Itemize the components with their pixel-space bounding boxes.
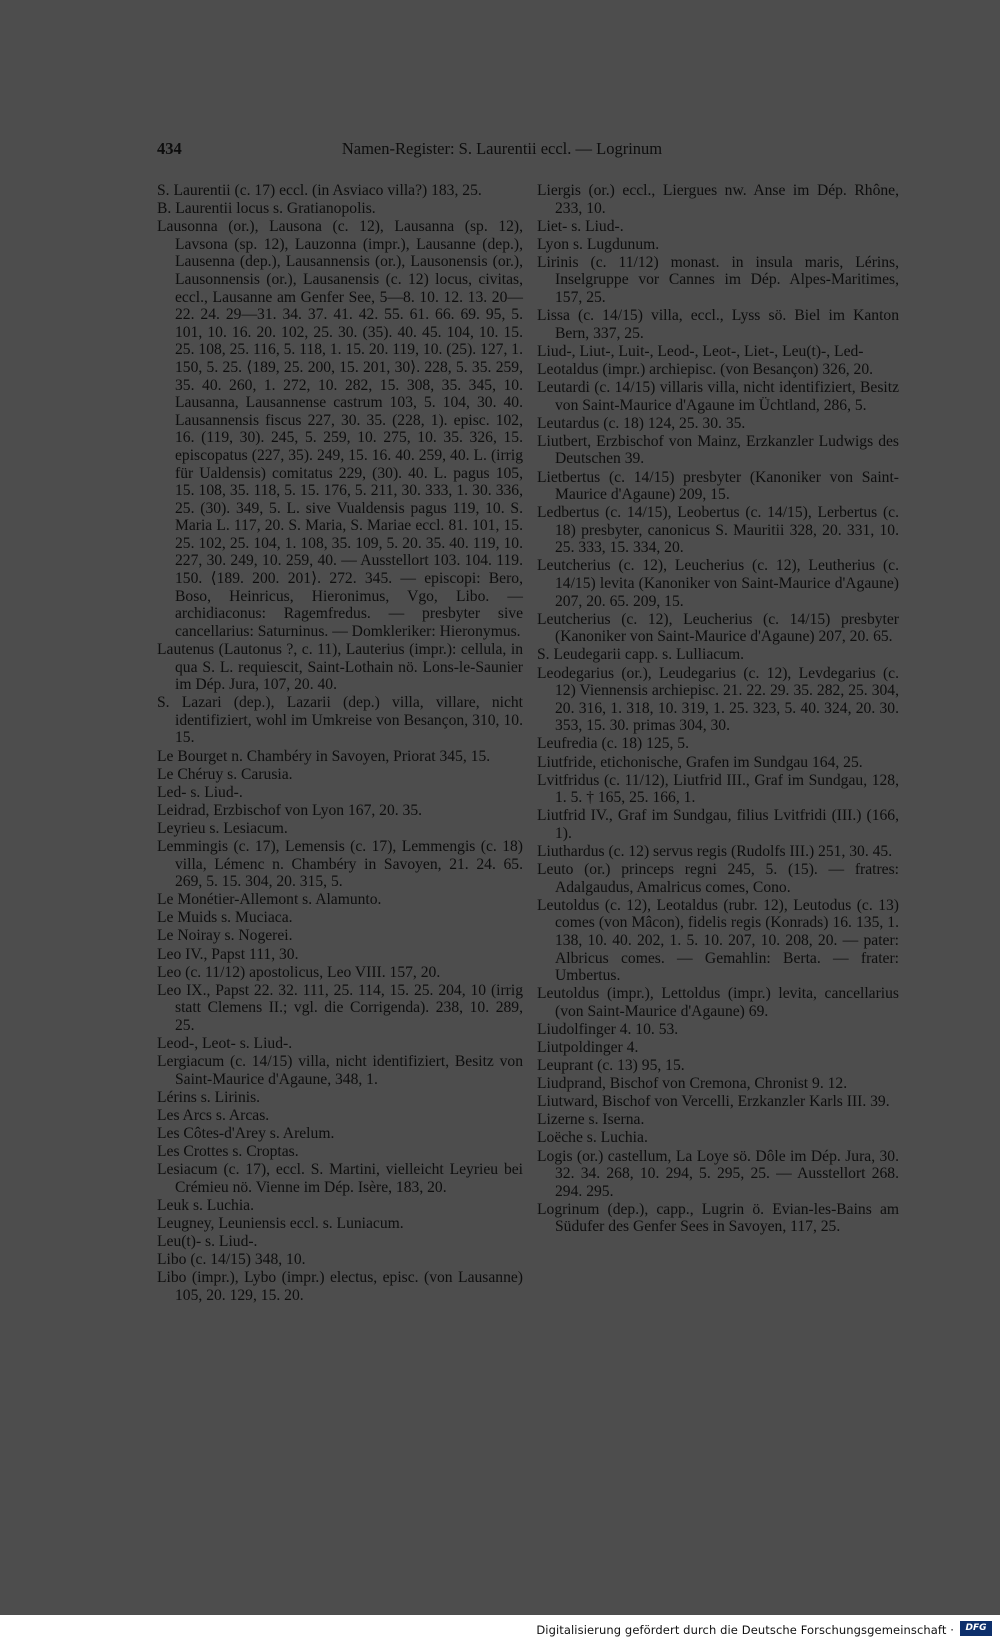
dfg-logo-icon: DFG [960,1621,992,1636]
register-entry: Leo IX., Papst 22. 32. 111, 25. 114, 15. 25. 204, 10 (irrig statt Clemens II.; vgl. die Corrigenda). 238, 10. 289, 25. [157,981,523,1034]
register-entry: Leutardus (c. 18) 124, 25. 30. 35. [537,414,746,432]
running-head [157,139,847,163]
register-entry: Leuprant (c. 13) 95, 15. [537,1057,685,1075]
register-entry: Leutcherius (c. 12), Leucherius (c. 12), Leutherius (c. 14/15) levita (Kanoniker von Saint-Maurice d'Agaune) 207, 20. 65. 209, 15. [537,557,899,610]
register-entry: Leotaldus (impr.) archiepisc. (von Besançon) 326, 20. [537,360,874,378]
register-entry: Leyrieu s. Lesiacum. [157,819,288,837]
register-entry: Leugney, Leuniensis eccl. s. Luniacum. [157,1214,404,1232]
register-entry: Lérins s. Lirinis. [157,1088,261,1106]
register-entry: Leodegarius (or.), Leudegarius (c. 12), Levdegarius (c. 12) Viennensis archiepisc. 21. 22. 29. 35. 282, 25. 304, 20. 316, 1. 318, 10. 319, 1. 25. 323, 5. 40. 324, 20. 30. 353, 15. 30. primas 304, 30. [537,664,899,735]
register-entry: B. Laurentii locus s. Gratianopolis. [157,200,376,218]
register-entry: Les Crottes s. Croptas. [157,1143,299,1161]
register-entry: Liutbert, Erzbischof von Mainz, Erzkanzler Ludwigs des Deutschen 39. [537,432,899,468]
register-entry: Le Monétier-Allemont s. Alamunto. [157,891,382,909]
register-entry: Libo (impr.), Lybo (impr.) electus, episc. (von Lausanne) 105, 20. 129, 15. 20. [157,1269,523,1304]
register-entry: Lyon s. Lugdunum. [537,235,660,253]
register-entry: Leu(t)- s. Liud-. [157,1233,258,1251]
register-entry: Ledbertus (c. 14/15), Leobertus (c. 14/15), Lerbertus (c. 18) presbyter, canonicus S. Mauritii 328, 20. 331, 10. 25. 333, 15. 334, 20. [537,504,899,557]
page-number: 434 [157,139,182,158]
register-entry: Loëche s. Luchia. [537,1129,648,1147]
register-entry: Liergis (or.) eccl., Liergues nw. Anse im Dép. Rhône, 233, 10. [537,182,899,217]
register-entry: Leutoldus (impr.), Lettoldus (impr.) levita, cancellarius (von Saint-Maurice d'Agaune) 69. [537,985,899,1020]
register-entry: Liutward, Bischof von Vercelli, Erzkanzler Karls III. 39. [537,1093,890,1111]
left-column [157,182,523,1305]
register-entry: Leo IV., Papst 111, 30. [157,945,299,963]
register-entry: Lergiacum (c. 14/15) villa, nicht identifiziert, Besitz von Saint-Maurice d'Agaune, 348, 1. [157,1053,523,1088]
register-entry: Logrinum (dep.), capp., Lugrin ö. Evian-les-Bains am Südufer des Genfer Sees in Savoyen, 117, 25. [537,1200,899,1236]
register-entry: Lautenus (Lautonus ?, c. 11), Lauterius (impr.): cellula, in qua S. L. requiescit, Saint-Lothain nö. Lons-le-Saunier im Dép. Jura, 107, 20. 40. [157,640,523,694]
register-entry: Leufredia (c. 18) 125, 5. [537,735,689,753]
register-entry: S. Laurentii (c. 17) eccl. (in Asviaco villa?) 183, 25. [157,182,482,199]
register-entry: Liud-, Liut-, Luit-, Leod-, Leot-, Liet-, Leu(t)-, Led- [537,342,864,360]
register-entry: Leutoldus (c. 12), Leotaldus (rubr. 12), Leutodus (c. 13) comes (von Mâcon), fidelis regis (Konrads) 16. 135, 1. 138, 10. 40. 202, 1. 5. 10. 207, 10. 208, 20. — pater: Albricus comes. — Gemahlin: Berta. — frater: Umbertus. [537,896,899,985]
register-entry: Lirinis (c. 11/12) monast. in insula maris, Lérins, Inselgruppe vor Cannes im Dép. Alpes-Maritimes, 157, 25. [537,253,899,307]
register-entry: S. Leudegarii capp. s. Lulliacum. [537,646,744,664]
footer-bar [0,1615,1000,1643]
register-entry: Lausonna (or.), Lausona (c. 12), Lausanna (sp. 12), Lavsona (sp. 12), Lauzonna (impr.), Lausanne (dep.), Lausenna (dep.), Lausannensis (or.), Lausonensis (or.), Lausonnensis (or.), Lausanensis (c. 12) locus, civitas, eccl., Lausanne am Genfer See, 5—8. 10. 12. 13. 20—22. 24. 29—31. 34. 37. 41. 42. 55. 61. 66. 69. 95, 5. 101, 10. 16. 20. 102, 25. 30. (35). 40. 45. 104, 10. 15. 25. 108, 25. 116, 5. 118, 1. 15. 20. 119, 10. (25). 127, 1. 150, 5. 25. ⟨189, 25. 200, 15. 201, 30⟩. 228, 5. 35. 259, 35. 40. 260, 1. 272, 10. 282, 15. 308, 35. 345, 10. Lausanna, Lausannense castrum 103, 5. 104, 30. 40. Lausannensis fiscus 227, 30. 35. (228, 1). episc. 102, 16. (119, 30). 245, 5. 259, 10. 275, 10. 35. 326, 15. episcopatus (227, 35). 249, 15. 16. 40. 259, 40. L. (irrig für Ualdensis) comitatus 229, (30). 40. L. pagus 105, 15. 108, 35. 118, 5. 15. 176, 5. 211, 30. 333, 1. 30. 336, 25. (30). 349, 5. L. sive Vualdensis pagus 119, 10. S. Maria L. 117, 20. S. Maria, S. Mariae eccl. 81. 101, 15. 25. 102, 25. 104, 1. 108, 35. 109, 5. 20. 35. 40. 119, 10. 227, 30. 249, 10. 259, 40. — Ausstellort 103. 104. 119. 150. ⟨189. 200. 201⟩. 272. 345. — episcopi: Bero, Boso, Heinricus, Hieronimus, Vgo, Libo. — archidiaconus: Ragemfredus. — presbyter sive cancellarius: Saturninus. — Domkleriker: Hieronymus. [157,218,523,640]
register-entry: Liuthardus (c. 12) servus regis (Rudolfs III.) 251, 30. 45. [537,842,893,860]
register-entry: Leo (c. 11/12) apostolicus, Leo VIII. 157, 20. [157,963,441,981]
register-entry: Lvitfridus (c. 11/12), Liutfrid III., Graf im Sundgau, 128, 1. 5. † 165, 25. 166, 1. [537,771,899,807]
register-entry: Led- s. Liud-. [157,783,243,801]
register-entry: Logis (or.) castellum, La Loye sö. Dôle im Dép. Jura, 30. 32. 34. 268, 10. 294, 5. 295, 25. — Ausstellort 268. 294. 295. [537,1147,899,1200]
register-entry: Leod-, Leot- s. Liud-. [157,1035,293,1052]
register-entry: Liudprand, Bischof von Cremona, Chronist 9. 12. [537,1075,848,1093]
register-entry: Leutardi (c. 14/15) villaris villa, nicht identifiziert, Besitz von Saint-Maurice d'Agaune im Üchtland, 286, 5. [537,379,899,414]
register-entry: Lesiacum (c. 17), eccl. S. Martini, vielleicht Leyrieu bei Crémieu nö. Vienne im Dép. Isère, 183, 20. [157,1161,523,1196]
register-entry: Leuk s. Luchia. [157,1196,254,1214]
register-entry: Les Côtes-d'Arey s. Arelum. [157,1124,335,1142]
register-entry: Le Noiray s. Nogerei. [157,927,293,945]
register-entry: Leuto (or.) princeps regni 245, 5. (15). — fratres: Adalgaudus, Amalricus comes, Cono. [537,861,899,896]
right-column [537,182,899,1237]
register-entry: Liutpoldinger 4. [537,1039,639,1056]
register-entry: S. Lazari (dep.), Lazarii (dep.) villa, villare, nicht identifiziert, wohl im Umkreise von Besançon, 310, 10. 15. [157,694,523,747]
register-entry: Leutcherius (c. 12), Leucherius (c. 14/15) presbyter (Kanoniker von Saint-Maurice d'Agaune) 207, 20. 65. [537,610,899,646]
register-entry: Liudolfinger 4. 10. 53. [537,1020,679,1038]
register-entry: Liet- s. Liud-. [537,217,624,235]
register-entry: Lietbertus (c. 14/15) presbyter (Kanoniker von Saint-Maurice d'Agaune) 209, 15. [537,468,899,504]
footer-credit: Digitalisierung gefördert durch die Deutsche Forschungsgemeinschaft · [536,1623,954,1637]
register-entry: Leidrad, Erzbischof von Lyon 167, 20. 35. [157,801,423,819]
register-entry: Liutfride, etichonische, Grafen im Sundgau 164, 25. [537,753,863,771]
register-entry: Lemmingis (c. 17), Lemensis (c. 17), Lemmengis (c. 18) villa, Lémenc n. Chambéry in Savoyen, 21. 24. 65. 269, 5. 15. 304, 20. 315, 5. [157,837,523,891]
register-entry: Le Bourget n. Chambéry in Savoyen, Priorat 345, 15. [157,747,491,765]
register-entry: Le Chéruy s. Carusia. [157,765,293,783]
register-entry: Lizerne s. Iserna. [537,1111,645,1129]
register-entry: Liutfrid IV., Graf im Sundgau, filius Lvitfridi (III.) (166, 1). [537,807,899,842]
register-entry: Le Muids s. Muciaca. [157,909,293,927]
register-entry: Lissa (c. 14/15) villa, eccl., Lyss sö. Biel im Kanton Bern, 337, 25. [537,307,899,342]
register-entry: Les Arcs s. Arcas. [157,1106,270,1124]
register-entry: Libo (c. 14/15) 348, 10. [157,1251,306,1269]
page-title: Namen-Register: S. Laurentii eccl. — Logrinum [341,139,663,158]
